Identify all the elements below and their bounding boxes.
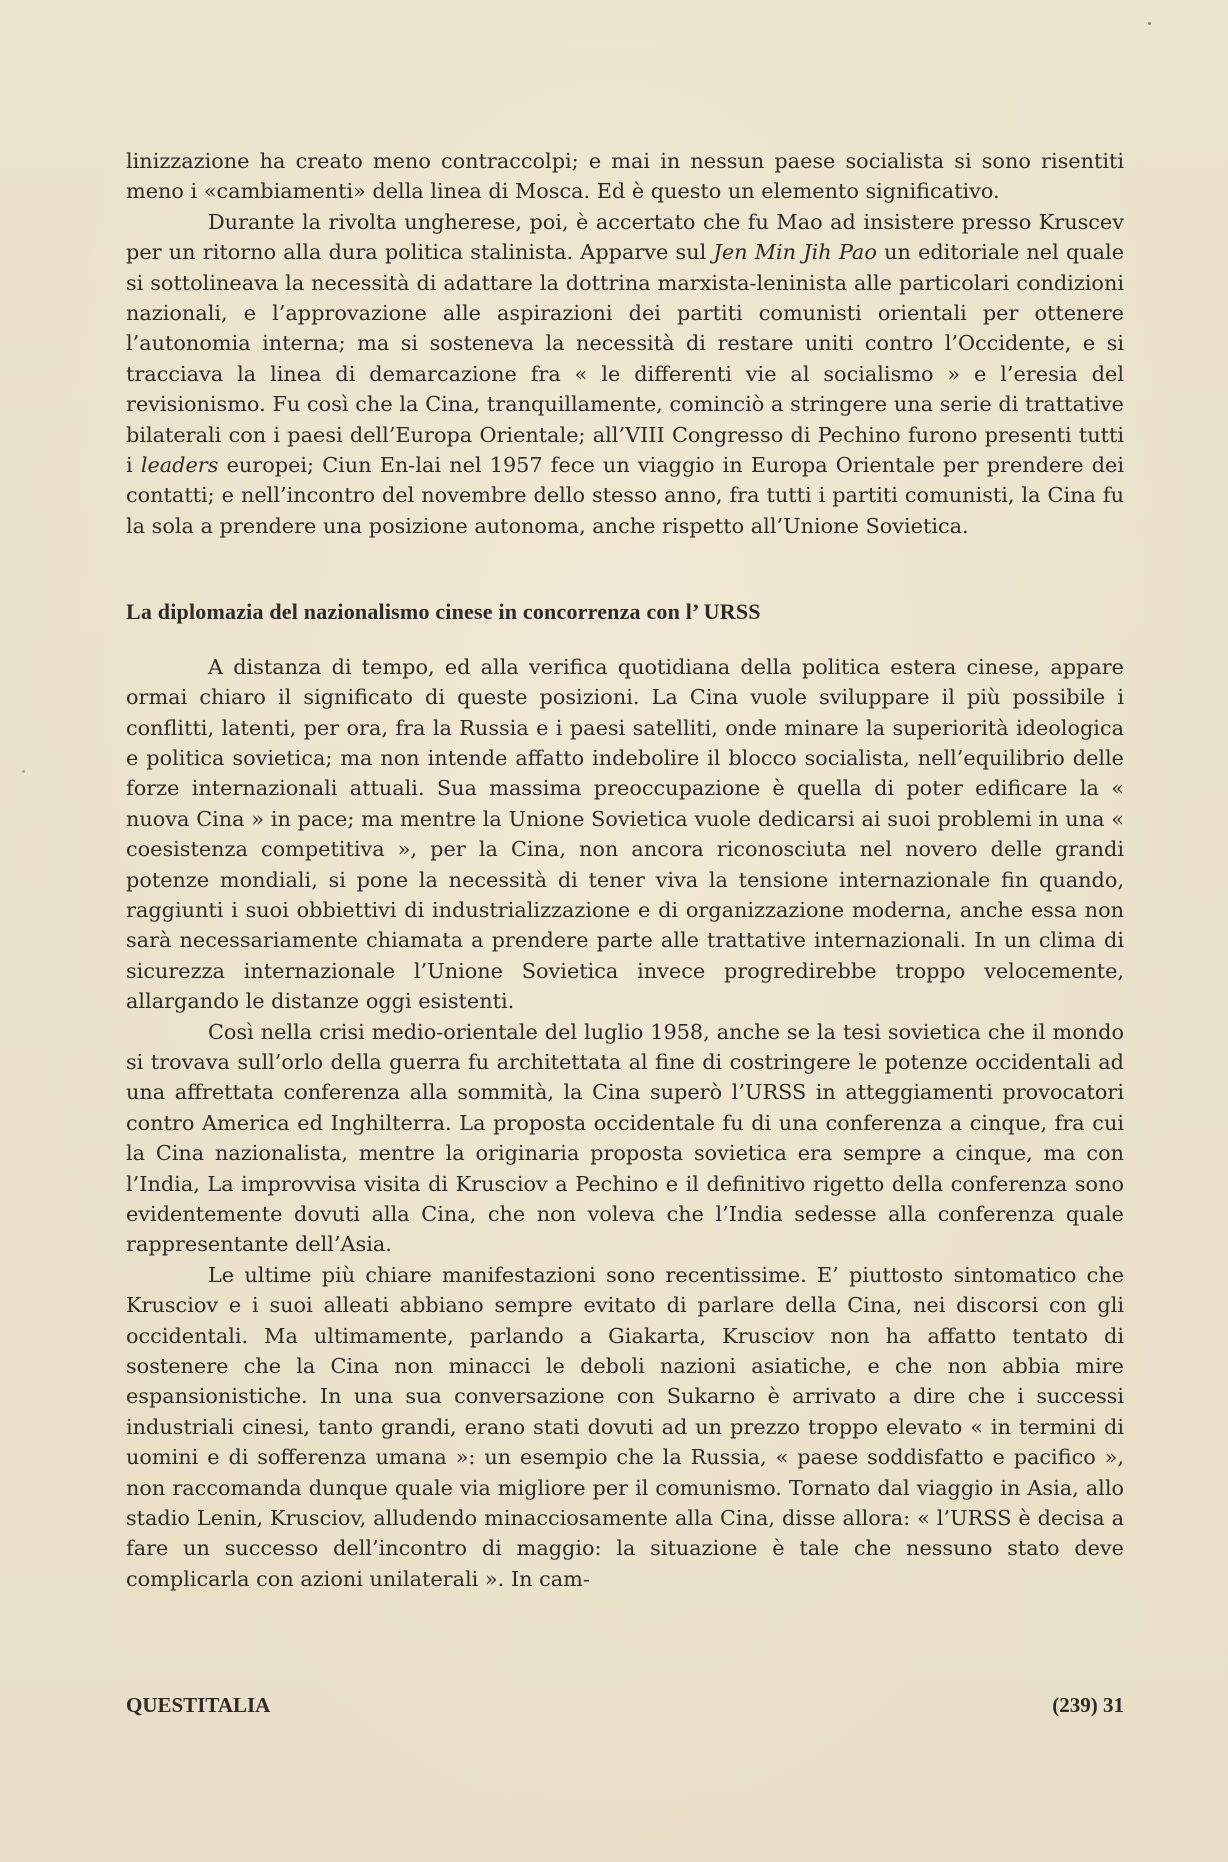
paragraph-hungarian-revolt	[126, 207, 1124, 541]
paragraph-continuation: linizzazione ha creato meno contraccolpi; e mai in nessun paese socialista si sono risentiti meno i «cambiamenti» della linea di Mosca. Ed è questo un elemento significativo.	[126, 149, 1124, 204]
paragraph-text: Durante la rivolta ungherese, poi, è accertato che fu Mao ad insistere presso Kruscev per un ritorno alla dura politica stalinista. Apparve sul	[126, 209, 1124, 265]
page-footer	[126, 1693, 1124, 1718]
page-number: (239) 31	[1052, 1693, 1124, 1717]
paper-speck	[1148, 22, 1151, 25]
paragraph-middle-east-crisis: Così nella crisi medio-orientale del luglio 1958, anche se la tesi sovietica che il mondo si trovava sull’orlo della guerra fu architettata al fine di costringere le potenze occidentali ad una affrettata conferenza alla sommità, la Cina superò l’URSS in atteggiamenti provocatori contro America ed Inghilterra. La proposta occidentale fu di una conferenza a cinque, fra cui la Cina nazionalista, mentre la originaria proposta sovietica era sempre a cinque, ma con l’India, La improvvisa visita di Krusciov a Pechino e il definitivo rigetto della conferenza sono evidentemente dovuti alla Cina, che non voleva che l’India sedesse alla conferenza quale rappresentante dell’Asia.	[126, 1019, 1124, 1257]
journal-name: QUESTITALIA	[126, 1693, 271, 1717]
newspaper-title: Jen Min Jih Pao	[713, 240, 877, 265]
paragraph-recent-manifestations: Le ultime più chiare manifestazioni sono recentissime. E’ piuttosto sintomatico che Krusciov e i suoi alleati abbiano sempre evitato di parlare della Cina, nei discorsi con gli occidentali. Ma ultimamente, parlando a Giakarta, Krusciov non ha affatto tentato di sostenere che la Cina non minacci le deboli nazioni asiatiche, e che non abbia mire espansionistiche. In una sua conversazione con Sukarno è arrivato a dire che i successi industriali cinesi, tanto grandi, erano stati dovuti ad un prezzo troppo elevato « in termini di uomini e di sofferenza umana »: un esempio che la Russia, « paese soddisfatto e pacifico », non raccomanda dunque quale via migliore per il comunismo. Tornato dal viaggio in Asia, allo stadio Lenin, Krusciov, alludendo minacciosamente alla Cina, disse allora: « l’URSS è decisa a fare un successo dell’incontro di maggio: la situazione è tale che nessuno stato deve complicarla con azioni unilaterali ». In cam-	[126, 1262, 1124, 1591]
paragraph-text: europei; Ciun En-lai nel 1957 fece un viaggio in Europa Orientale per prendere dei contatti; e nell’incontro del novembre dello stesso anno, fra tutti i partiti comunisti, la Cina fu la sola a prendere una posizione autonoma, anche rispetto all’Unione Sovietica.	[126, 453, 1124, 538]
paragraph-text: un editoriale nel quale si sottolineava la necessità di adattare la dottrina marxista-leninista alle particolari condizioni nazionali, e l’approvazione alle aspirazioni dei partiti comunisti orientali per ottenere l’autonomia interna; ma si sosteneva la necessità di restare uniti contro l’Occidente, e si tracciava la linea di demarcazione fra « le differenti vie al socialismo » e l’eresia del revisionismo. Fu così che la Cina, tranquillamente, cominciò a stringere una serie di trattative bilaterali con i paesi dell’Europa Orientale; all’VIII Congresso di Pechino furono presenti tutti i	[126, 240, 1125, 478]
section-heading: La diplomazia del nazionalismo cinese in concorrenza con l’ URSS	[126, 599, 761, 625]
paragraph-china-strategy: A distanza di tempo, ed alla verifica quotidiana della politica estera cinese, appare ormai chiaro il significato di queste posizioni. La Cina vuole sviluppare il più possibile i conflitti, latenti, per ora, fra la Russia e i paesi satelliti, onde minare la superiorità ideologica e politica sovietica; ma non intende affatto indebolire il blocco socialista, nell’equilibrio delle forze internazionali attuali. Sua massima preoccupazione è quella di poter edificare la « nuova Cina » in pace; ma mentre la Unione Sovietica vuole dedicarsi ai suoi problemi in una « coesistenza competitiva », per la Cina, non ancora riconosciuta nel novero delle grandi potenze mondiali, si pone la necessità di tener viva la tensione internazionale fin quando, raggiunti i suoi obbiettivi di industrializzazione e di organizzazione moderna, anche essa non sarà necessariamente chiamata a prendere parte alle trattative internazionali. In un clima di sicurezza internazionale l’Unione Sovietica invece progredirebbe troppo velocemente, allargando le distanze oggi esistenti.	[126, 654, 1124, 1014]
text-column	[126, 146, 1124, 1594]
italic-term: leaders	[140, 453, 219, 478]
paper-speck	[22, 770, 25, 773]
